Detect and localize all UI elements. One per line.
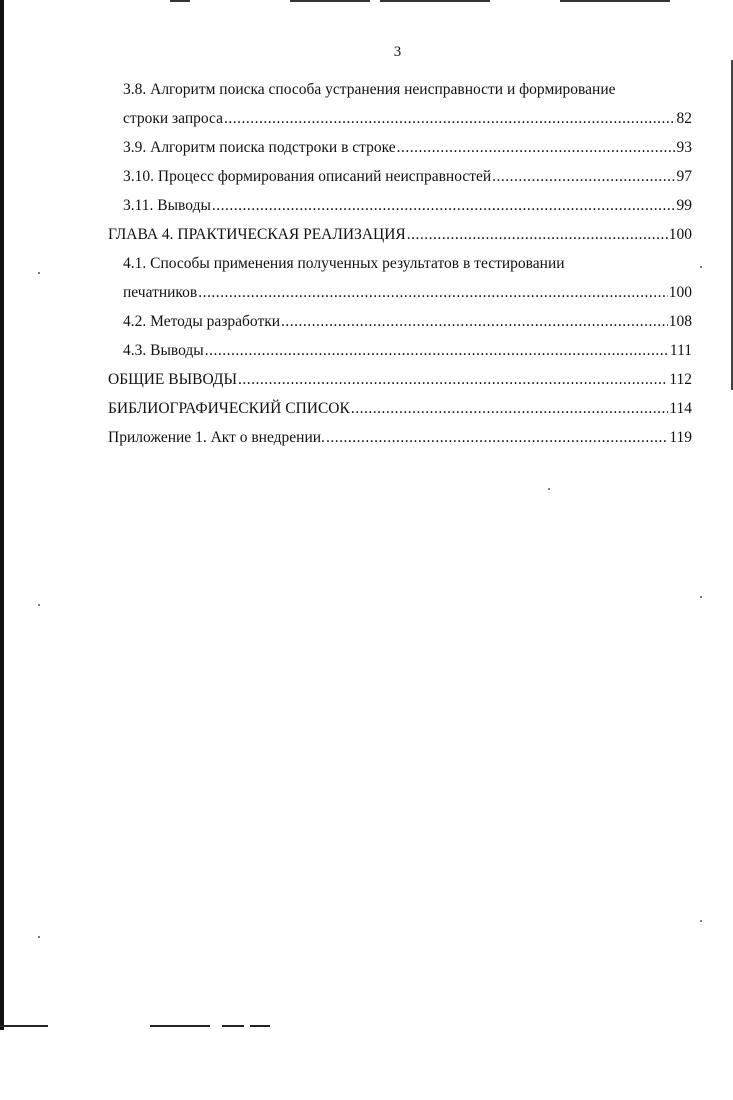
scan-artifact-bottom	[250, 1025, 270, 1027]
toc-entry[interactable]	[108, 278, 692, 307]
toc-entry[interactable]	[108, 336, 692, 365]
toc-leader-dots	[326, 423, 668, 452]
toc-leader-dots	[205, 336, 669, 365]
toc-page-number: 82	[676, 110, 692, 127]
toc-entry-title: 4.3. Выводы	[123, 342, 204, 359]
toc-entry-first-line: 4.1. Способы применения полученных результатов в тестировании	[123, 255, 565, 272]
scan-artifact-left-edge	[0, 0, 4, 1030]
scan-speck	[700, 920, 702, 922]
scan-speck	[38, 936, 40, 938]
toc-page-number: 100	[668, 226, 692, 243]
toc-entry-title: БИБЛИОГРАФИЧЕСКИЙ СПИСОК	[108, 400, 350, 417]
toc-page-number: 119	[669, 429, 692, 446]
toc-entry[interactable]	[108, 133, 692, 162]
toc-entry-title: строки запроса	[123, 110, 223, 127]
scan-artifact-top	[380, 0, 490, 2]
toc-entry[interactable]	[108, 162, 692, 191]
toc-leader-dots	[492, 162, 675, 191]
toc-entry[interactable]	[108, 394, 692, 423]
toc-entry-title: Приложение 1. Акт о внедрении.	[108, 429, 325, 446]
toc-leader-dots	[198, 278, 668, 307]
toc-entry[interactable]	[108, 104, 692, 133]
toc-entry-title: ОБЩИЕ ВЫВОДЫ	[108, 371, 237, 388]
toc-entry-title: печатников	[123, 284, 198, 301]
toc-page-number: 99	[676, 197, 692, 214]
toc-page-number: 108	[668, 313, 692, 330]
toc-entry[interactable]	[108, 307, 692, 336]
scan-speck	[38, 272, 40, 274]
scan-speck	[38, 604, 40, 606]
toc-entry-title: 3.11. Выводы	[123, 197, 211, 214]
toc-leader-dots	[397, 133, 676, 162]
scan-artifact-bottom	[222, 1025, 244, 1027]
scan-speck	[548, 488, 550, 490]
toc-leader-dots	[224, 104, 676, 133]
toc-entry[interactable]	[108, 220, 692, 249]
toc-entry-title: 4.2. Методы разработки	[123, 313, 281, 330]
toc-entry[interactable]	[108, 191, 692, 220]
scan-artifact-top	[560, 0, 670, 2]
toc-entry-title: ГЛАВА 4. ПРАКТИЧЕСКАЯ РЕАЛИЗАЦИЯ	[108, 226, 406, 243]
scan-artifact-bottom	[150, 1025, 210, 1027]
toc-entry-first-line: 3.8. Алгоритм поиска способа устранения неисправности и формирование	[123, 81, 616, 98]
toc-entry[interactable]	[108, 365, 692, 394]
toc-leader-dots	[351, 394, 668, 423]
toc-page-number: 111	[669, 342, 692, 359]
toc-page-number: 100	[668, 284, 692, 301]
scan-speck	[700, 266, 702, 268]
toc-page-number: 93	[676, 139, 692, 156]
toc-leader-dots	[238, 365, 668, 394]
toc-entry-title: 3.10. Процесс формирования описаний неисправностей	[123, 168, 492, 185]
scan-artifact-top	[290, 0, 370, 2]
scan-speck	[700, 596, 702, 598]
scan-artifact-top	[170, 0, 190, 2]
toc-leader-dots	[407, 220, 668, 249]
toc-leader-dots	[212, 191, 676, 220]
table-of-contents	[108, 75, 692, 452]
toc-leader-dots	[281, 307, 668, 336]
toc-entry[interactable]	[108, 423, 692, 452]
toc-page-number: 112	[669, 371, 692, 388]
toc-entry-title: 3.9. Алгоритм поиска подстроки в строке	[123, 139, 396, 156]
page-number: 3	[393, 44, 402, 60]
scan-artifact-bottom	[0, 1025, 48, 1027]
toc-page-number: 114	[669, 400, 692, 417]
toc-page-number: 97	[676, 168, 692, 185]
